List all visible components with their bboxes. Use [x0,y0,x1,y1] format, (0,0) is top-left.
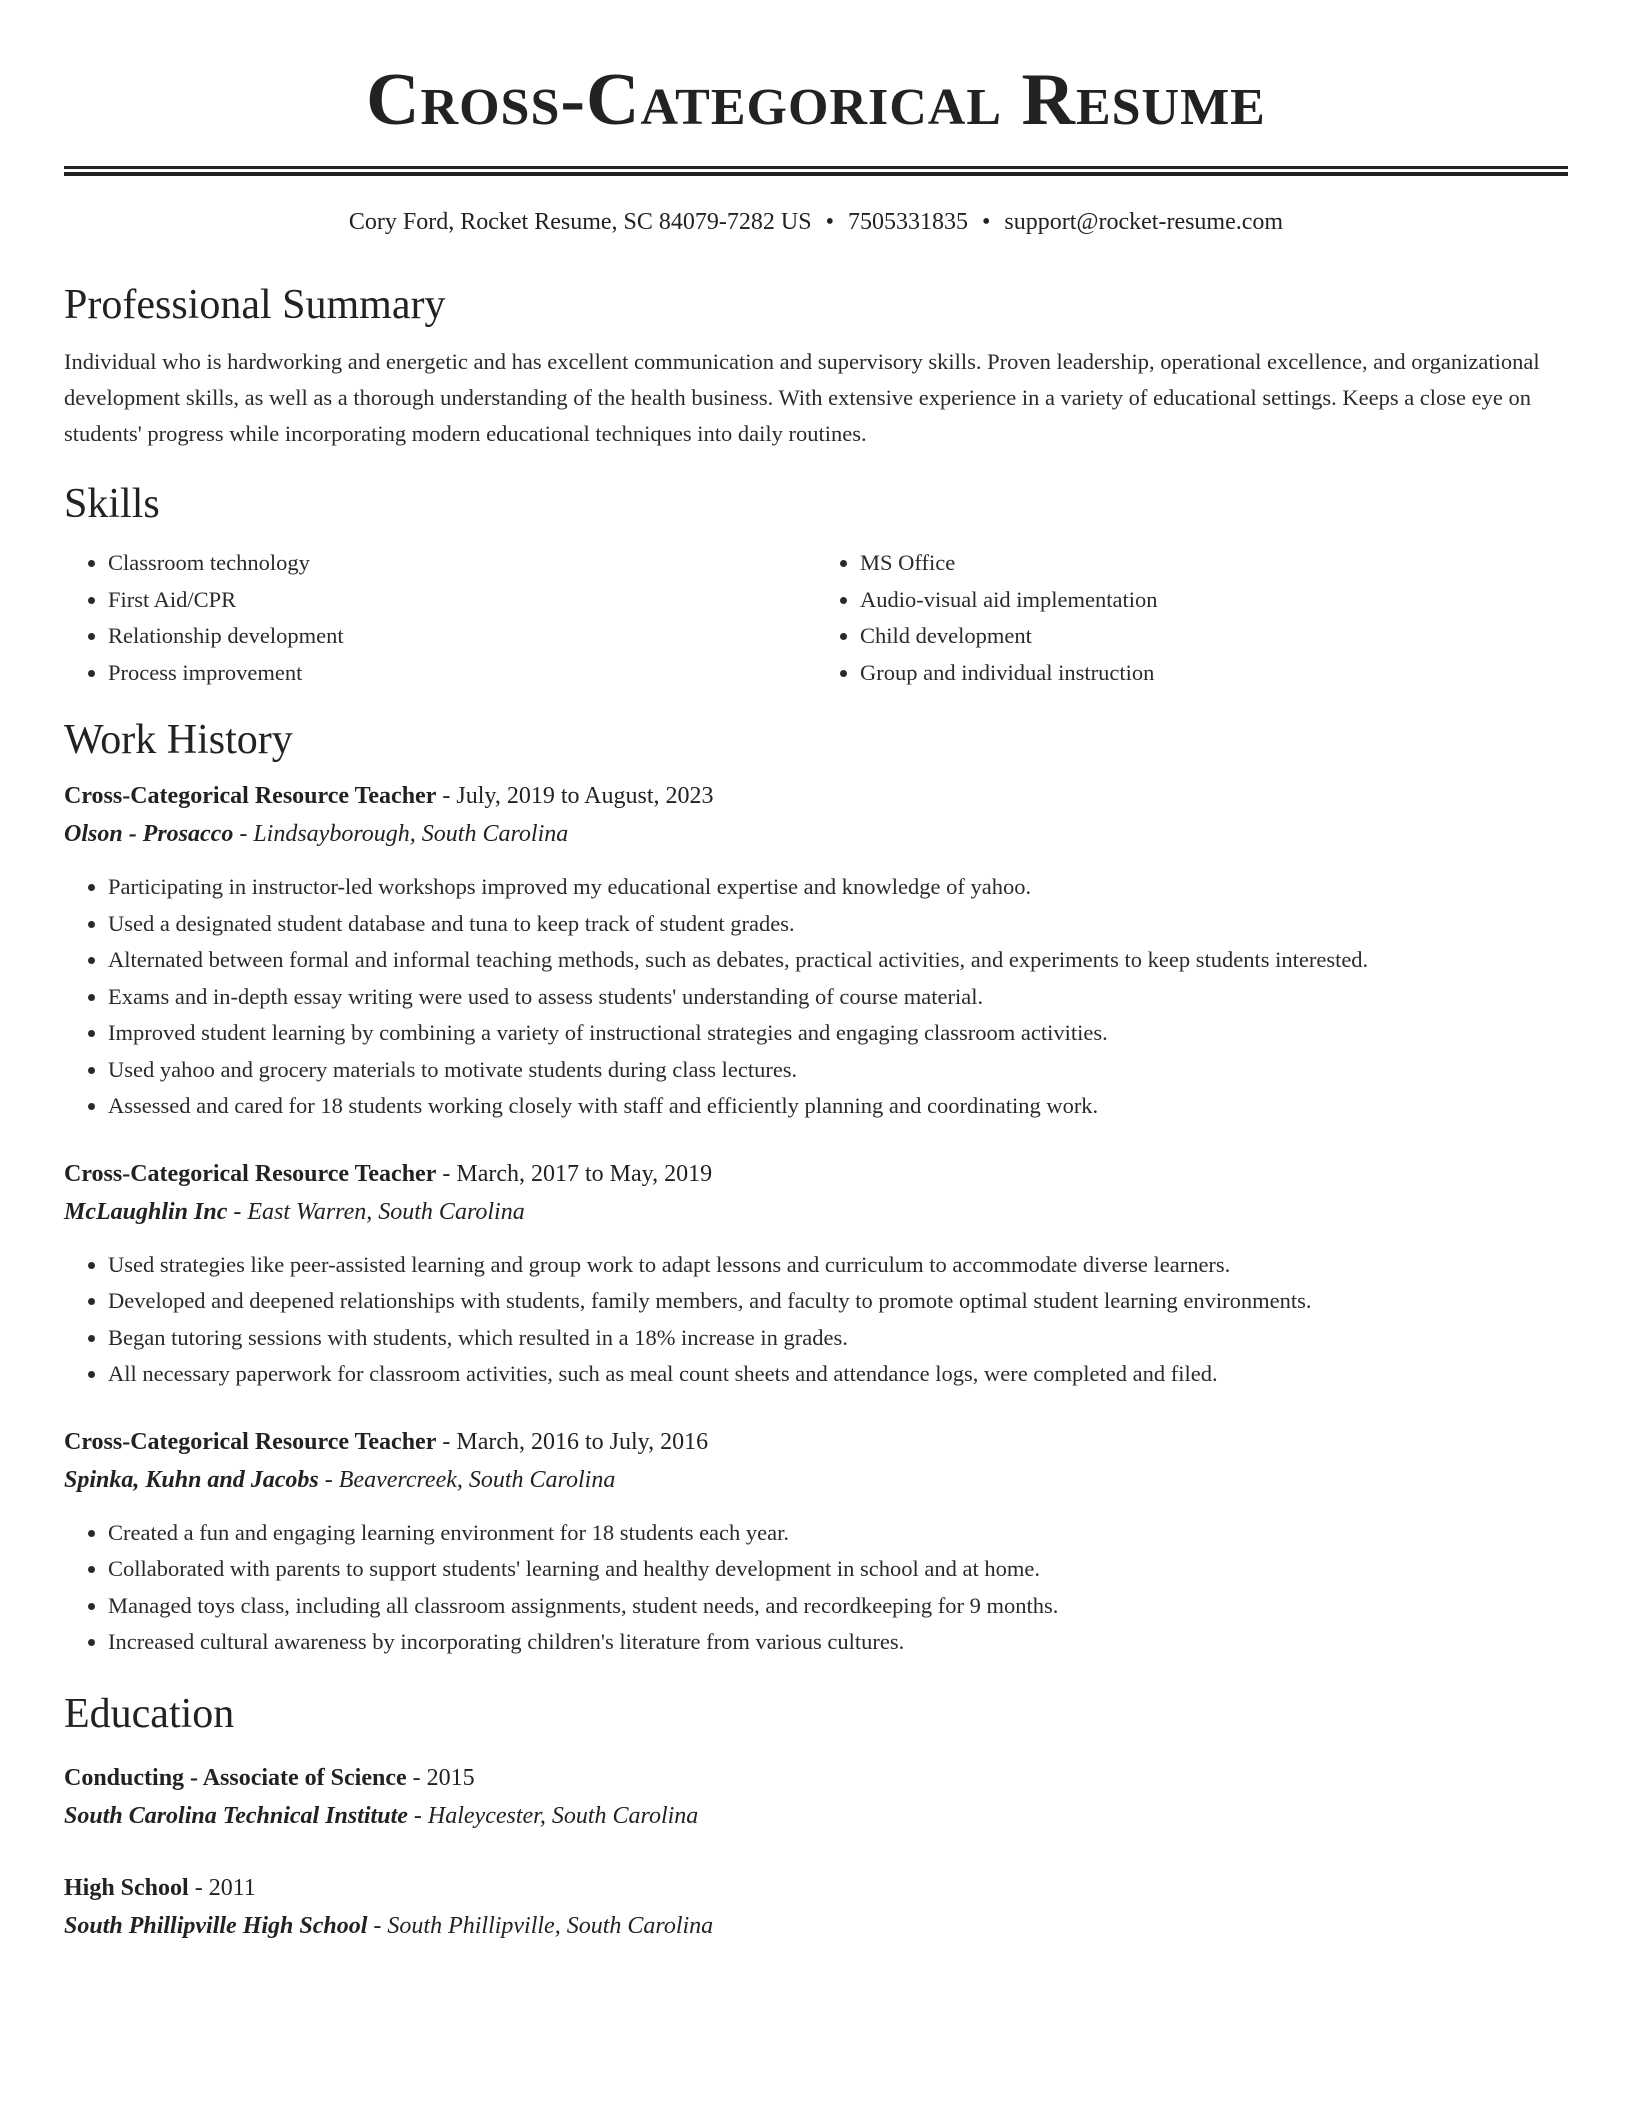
education-heading: Education [64,1690,235,1737]
employer-location: - Lindsayborough, South Carolina [233,821,569,847]
skill-item: • Process improvement [108,655,816,692]
school-name: South Phillipville High School [64,1912,368,1939]
job-title: Cross-Categorical Resource Teacher [64,783,437,809]
job-bullet: • Developed and deepened relationships with students, family members, and faculty to promote optimal student learning environments. [108,1283,1568,1320]
contact-phone: 7505331835 [847,209,968,235]
job-dates: - March, 2016 to July, 2016 [436,1428,709,1455]
education-entry [64,1759,1568,1835]
contact-email: support@rocket-resume.com [1004,209,1284,235]
job-dates: - July, 2019 to August, 2023 [436,783,714,809]
job-bullets [64,869,1568,1125]
contact-separator: • [825,209,834,235]
skill-item: • Group and individual instruction [860,655,1568,692]
skill-item: • MS Office [860,545,1568,582]
job-title-line [64,1155,1568,1193]
skills-column-right [816,545,1568,691]
employer-line [64,1193,1568,1231]
contact-address: Cory Ford, Rocket Resume, SC 84079-7282 US [348,209,812,235]
employer-name: McLaughlin Inc [64,1198,228,1225]
skill-item: • First Aid/CPR [108,582,816,619]
contact-separator: • [981,209,991,235]
skill-item: • Child development [860,618,1568,655]
skills-list [64,545,1568,691]
degree-name: High School [64,1874,189,1901]
degree-line [64,1869,1568,1907]
resume-title: Cross-Categorical Resume [366,59,1266,141]
job-bullet: • Participating in instructor-led workshops improved my educational expertise and knowledge of yahoo. [108,869,1568,906]
degree-year: - 2011 [188,1874,256,1901]
work-history-heading: Work History [64,717,293,763]
job-bullet: • All necessary paperwork for classroom activities, such as meal count sheets and attendance logs, were completed and filed. [108,1356,1568,1393]
job-bullet: • Began tutoring sessions with students, which resulted in a 18% increase in grades. [108,1320,1568,1357]
job-bullet: • Created a fun and engaging learning environment for 18 students each year. [108,1515,1568,1552]
summary-heading: Professional Summary [64,282,446,328]
school-location: - Haleycester, South Carolina [407,1802,699,1829]
skill-item: • Relationship development [108,618,816,655]
job-bullet: • Improved student learning by combining a variety of instructional strategies and engaging classroom activities. [108,1015,1568,1052]
contact-line [64,206,1568,238]
school-line [64,1797,1568,1835]
job-dates: - March, 2017 to May, 2019 [436,1160,713,1187]
summary-text: Individual who is hardworking and energetic and has excellent communication and supervisory skills. Proven leadership, operational excellence, and organizational development skills, as well as a thorough understanding of the health business. With extensive experience in a variety of educational settings. Keeps a close eye on students' progress while incorporating modern educational techniques into daily routines. [64,349,1540,446]
job-title-line [64,1423,1568,1461]
job-entry [64,1155,1568,1393]
job-bullet: • Increased cultural awareness by incorporating children's literature from various cultures. [108,1624,1568,1661]
title-divider [64,166,1568,176]
employer-line [64,815,1568,853]
job-title-line [64,777,1568,815]
job-entry [64,777,1568,1125]
job-bullet: • Used yahoo and grocery materials to motivate students during class lectures. [108,1052,1568,1089]
employer-name: Spinka, Kuhn and Jacobs [64,1466,319,1493]
skills-column-left [64,545,816,691]
degree-name: Conducting - Associate of Science [64,1764,407,1791]
job-bullet: • Used a designated student database and tuna to keep track of student grades. [108,906,1568,943]
job-title: Cross-Categorical Resource Teacher [64,1160,437,1187]
job-bullet: • Assessed and cared for 18 students working closely with staff and efficiently planning and coordinating work. [108,1088,1568,1125]
school-name: South Carolina Technical Institute [64,1802,408,1829]
degree-line [64,1759,1568,1797]
job-title: Cross-Categorical Resource Teacher [64,1428,437,1455]
school-line [64,1907,1568,1945]
job-bullet: • Managed toys class, including all classroom assignments, student needs, and recordkeeping for 9 months. [108,1588,1568,1625]
employer-location: - East Warren, South Carolina [227,1198,525,1225]
job-bullets [64,1247,1568,1393]
job-bullet: • Used strategies like peer-assisted learning and group work to adapt lessons and curriculum to accommodate diverse learners. [108,1247,1568,1284]
employer-line [64,1461,1568,1499]
skill-item: • Classroom technology [108,545,816,582]
employer-name: Olson - Prosacco [64,821,234,847]
employer-location: - Beavercreek, South Carolina [318,1466,616,1493]
skills-heading: Skills [64,481,160,527]
job-entry [64,1423,1568,1661]
job-bullet: • Collaborated with parents to support students' learning and healthy development in school and at home. [108,1551,1568,1588]
degree-year: - 2015 [406,1764,475,1791]
skill-item: • Audio-visual aid implementation [860,582,1568,619]
school-location: - South Phillipville, South Carolina [367,1912,714,1939]
education-entry [64,1869,1568,1945]
job-bullets [64,1515,1568,1661]
job-bullet: • Exams and in-depth essay writing were used to assess students' understanding of course material. [108,979,1568,1016]
job-bullet: • Alternated between formal and informal teaching methods, such as debates, practical activities, and experiments to keep students interested. [108,942,1568,979]
